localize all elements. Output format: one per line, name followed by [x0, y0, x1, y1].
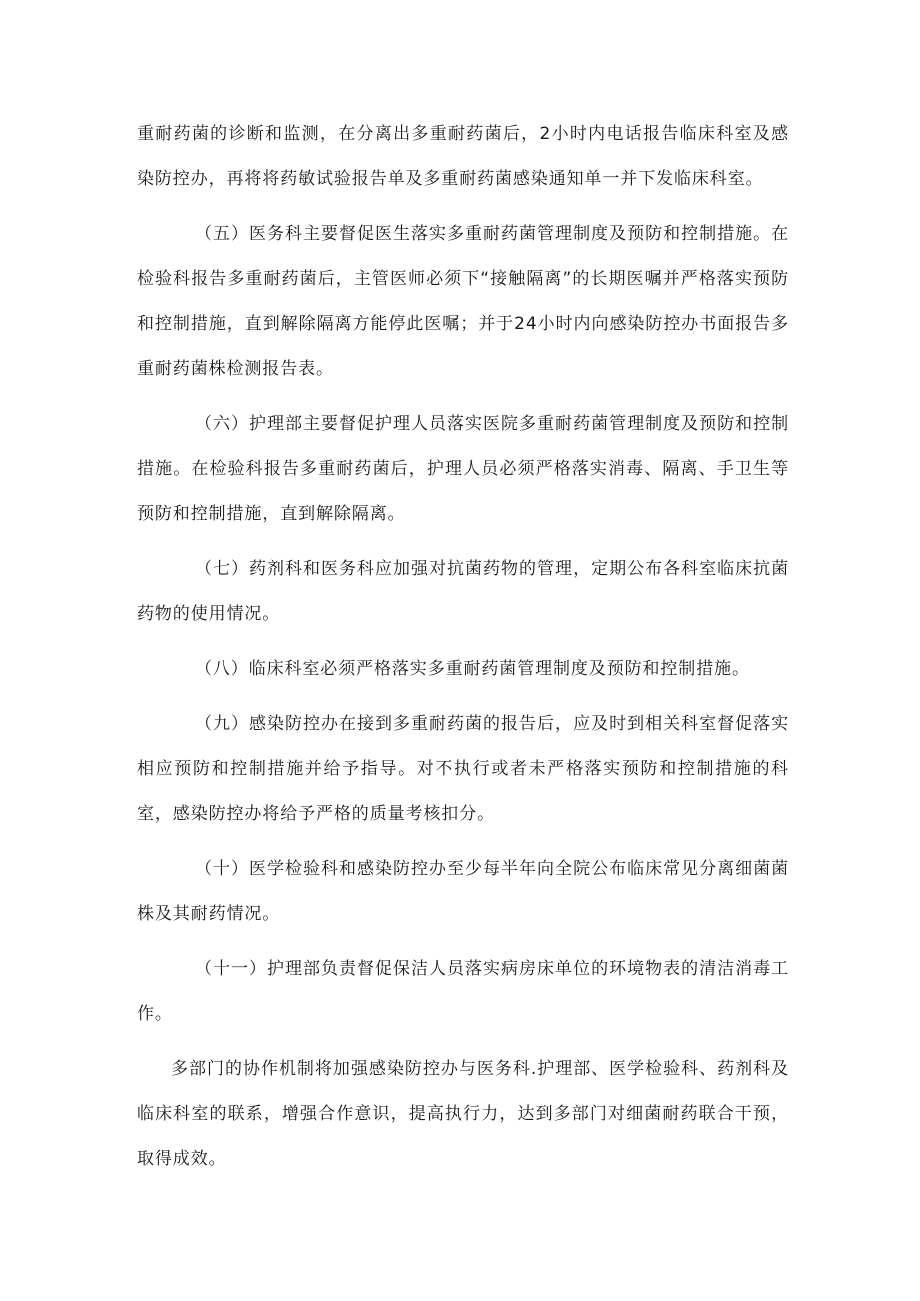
paragraph-item-10: （十）医学检验科和感染防控办至少每半年向全院公布临床常见分离细菌菌株及其耐药情况。	[137, 859, 789, 924]
paragraph-summary: 多部门的协作机制将加强感染防控办与医务科.护理部、医学检验科、药剂科及临床科室的联系，增强合作意识，提高执行力，达到多部门对细菌耐药联合干预，取得成效。	[137, 1059, 789, 1169]
paragraph-item-5: （五）医务科主要督促医生落实多重耐药菌管理制度及预防和控制措施。在检验科报告多重耐药菌后，主管医师必须下“接触隔离”的长期医嘱并严格落实预防和控制措施，直到解除隔离方能停此医嘱；并于24小时内向感染防控办书面报告多重耐药菌株检测报告表。	[137, 224, 789, 379]
paragraph-item-8: （八）临床科室必须严格落实多重耐药菌管理制度及预防和控制措施。	[195, 659, 750, 679]
paragraph-item-11: （十一）护理部负责督促保洁人员落实病房床单位的环境物表的清洁消毒工作。	[137, 959, 789, 1024]
paragraph-item-9: （九）感染防控办在接到多重耐药菌的报告后，应及时到相关科室督促落实相应预防和控制措施并给予指导。对不执行或者未严格落实预防和控制措施的科室，感染防控办将给予严格的质量考核扣分。	[137, 714, 789, 824]
paragraph-item-7: （七）药剂科和医务科应加强对抗菌药物的管理，定期公布各科室临床抗菌药物的使用情况。	[137, 559, 789, 624]
paragraph-item-6: （六）护理部主要督促护理人员落实医院多重耐药菌管理制度及预防和控制措施。在检验科报告多重耐药菌后，护理人员必须严格落实消毒、隔离、手卫生等预防和控制措施，直到解除隔离。	[137, 414, 789, 524]
document-body	[137, 112, 789, 1192]
paragraph-continuation: 重耐药菌的诊断和监测，在分离出多重耐药菌后，2小时内电话报告临床科室及感染防控办，再将将药敏试验报告单及多重耐药菌感染通知单一并下发临床科室。	[137, 124, 789, 189]
